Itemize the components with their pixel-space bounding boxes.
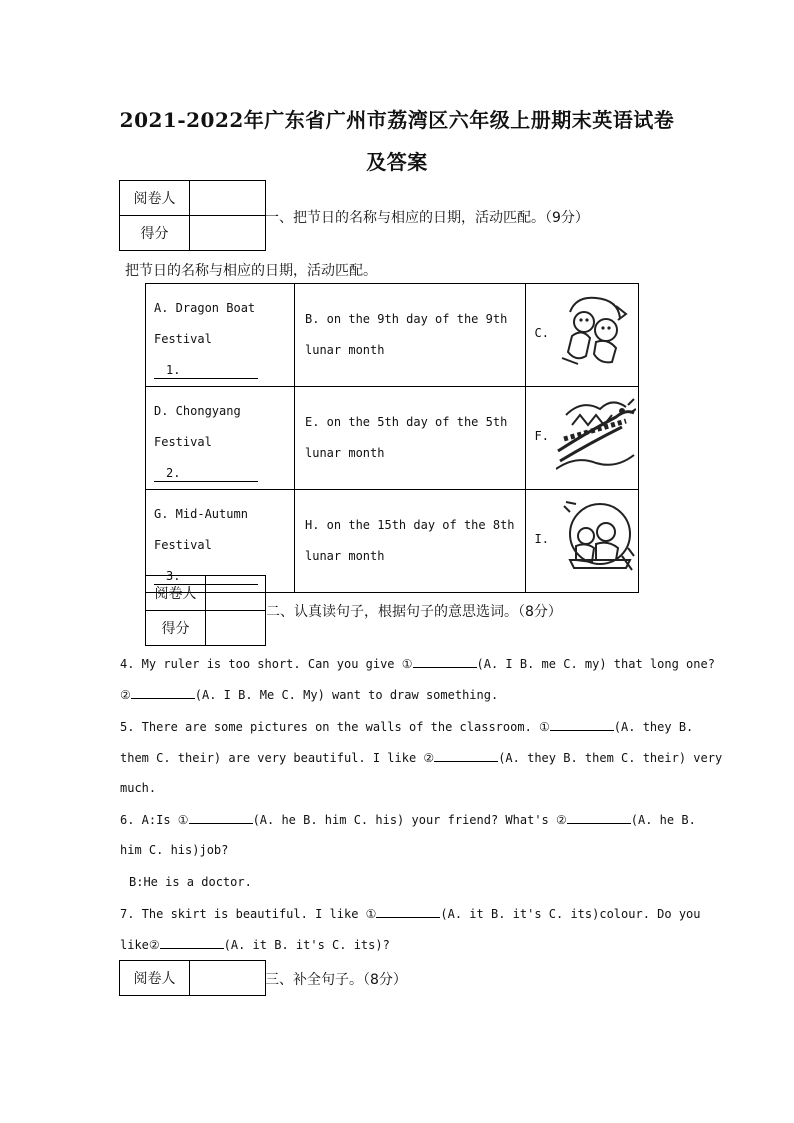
answer-blank[interactable] bbox=[376, 906, 440, 918]
score-field[interactable] bbox=[206, 611, 266, 646]
table-row bbox=[146, 387, 639, 490]
reviewer-field[interactable] bbox=[190, 961, 266, 996]
date-cell bbox=[295, 490, 526, 593]
answer-blank-3[interactable]: 3. bbox=[154, 568, 258, 585]
table-row bbox=[146, 284, 639, 387]
date-text-2: lunar month bbox=[305, 343, 385, 357]
answer-blank[interactable] bbox=[160, 937, 224, 949]
activity-cell bbox=[525, 490, 638, 593]
question-6-line-1: 6. A:Is ① (A. he B. him C. his) your friend? What's ② (A. he B. bbox=[120, 813, 696, 827]
reviewer-label: 阅卷人 bbox=[120, 181, 190, 216]
reviewer-label: 阅卷人 bbox=[146, 576, 206, 611]
festival-name: G. Mid-Autumn bbox=[154, 507, 248, 521]
festival-name: D. Chongyang bbox=[154, 404, 241, 418]
date-cell bbox=[295, 284, 526, 387]
question-5-line-3: much. bbox=[120, 781, 157, 795]
question-4-line-2: ② (A. I B. Me C. My) want to draw something. bbox=[120, 688, 499, 702]
score-label: 得分 bbox=[120, 216, 190, 251]
activity-letter: F. bbox=[534, 429, 549, 443]
section2-heading: 二、认真读句子，根据句子的意思选词。（8分） bbox=[266, 604, 562, 620]
festival-name: A. Dragon Boat bbox=[154, 301, 256, 315]
question-4-line-1: 4. My ruler is too short. Can you give ① (A. I B. me C. my) that long one? bbox=[120, 657, 715, 671]
question-6-line-3: B:He is a doctor. bbox=[129, 875, 252, 889]
matching-table bbox=[145, 283, 639, 593]
grade-box-3 bbox=[119, 960, 266, 996]
score-label: 得分 bbox=[146, 611, 206, 646]
section1-heading: 一、把节日的名称与相应的日期，活动匹配。（9分） bbox=[265, 210, 589, 226]
question-5-line-1: 5. There are some pictures on the walls of the classroom. ① (A. they B. bbox=[120, 720, 694, 734]
reviewer-field[interactable] bbox=[206, 576, 266, 611]
date-text: H. on the 15th day of the 8th bbox=[305, 518, 515, 532]
section1-instruction: 把节日的名称与相应的日期，活动匹配。 bbox=[125, 263, 377, 279]
festival-name-suffix: Festival bbox=[154, 538, 212, 552]
festival-cell bbox=[146, 284, 295, 387]
grade-box-1 bbox=[119, 180, 266, 251]
festival-drawing-icon bbox=[556, 292, 632, 372]
festival-name-suffix: Festival bbox=[154, 332, 212, 346]
date-cell bbox=[295, 387, 526, 490]
festival-cell bbox=[146, 387, 295, 490]
date-text-2: lunar month bbox=[305, 446, 385, 460]
question-7-line-1: 7. The skirt is beautiful. I like ① (A. it B. it's C. its)colour. Do you bbox=[120, 907, 701, 921]
activity-cell bbox=[525, 387, 638, 490]
date-text-2: lunar month bbox=[305, 549, 385, 563]
score-field[interactable] bbox=[190, 216, 266, 251]
answer-blank[interactable] bbox=[550, 719, 614, 731]
answer-blank[interactable] bbox=[413, 656, 477, 668]
question-6-line-2: him C. his)job? bbox=[120, 843, 229, 857]
date-text: E. on the 5th day of the 5th bbox=[305, 415, 508, 429]
answer-blank[interactable] bbox=[131, 687, 195, 699]
answer-blank-1[interactable]: 1. bbox=[154, 362, 258, 379]
page-title: 2021-2022年广东省广州市荔湾区六年级上册期末英语试卷 bbox=[119, 108, 675, 132]
page-title-line2: 及答案 bbox=[366, 150, 428, 174]
activity-letter: C. bbox=[534, 326, 549, 340]
mooncake-family-icon bbox=[556, 498, 636, 578]
answer-blank[interactable] bbox=[567, 812, 631, 824]
answer-blank[interactable] bbox=[434, 750, 498, 762]
reviewer-label: 阅卷人 bbox=[120, 961, 190, 996]
activity-cell bbox=[525, 284, 638, 387]
answer-blank[interactable] bbox=[189, 812, 253, 824]
festival-name-suffix: Festival bbox=[154, 435, 212, 449]
activity-letter: I. bbox=[534, 532, 549, 546]
question-7-line-2: like② (A. it B. it's C. its)? bbox=[120, 938, 390, 952]
dragon-boat-icon bbox=[556, 395, 636, 475]
section3-heading: 三、补全句子。（8分） bbox=[265, 972, 407, 988]
question-5-line-2: them C. their) are very beautiful. I like ② (A. they B. them C. their) very bbox=[120, 751, 723, 765]
grade-box-2 bbox=[145, 575, 266, 646]
reviewer-field[interactable] bbox=[190, 181, 266, 216]
answer-blank-2[interactable]: 2. bbox=[154, 465, 258, 482]
date-text: B. on the 9th day of the 9th bbox=[305, 312, 508, 326]
